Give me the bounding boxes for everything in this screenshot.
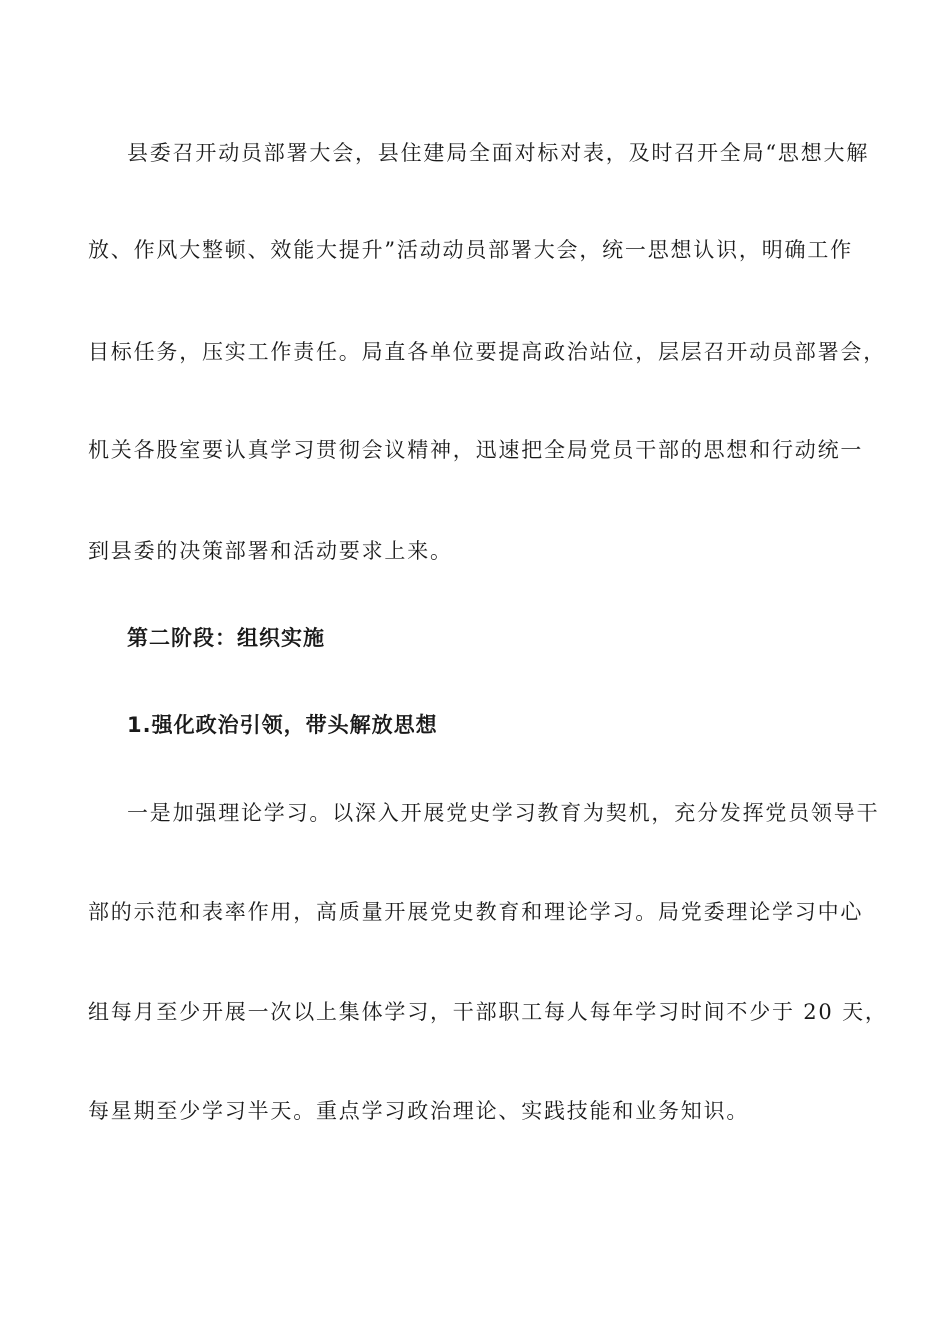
- paragraph-2-line-1: 一是加强理论学习。以深入开展党史学习教育为契机，充分发挥党员领导干: [127, 801, 880, 825]
- paragraph-1-line-4: 机关各股室要认真学习贯彻会议精神，迅速把全局党员干部的思想和行动统一: [88, 438, 864, 462]
- paragraph-1-line-3: 目标任务，压实工作责任。局直各单位要提高政治站位，层层召开动员部署会，: [88, 340, 886, 364]
- subheading: 1.强化政治引领，带头解放思想: [127, 713, 438, 737]
- section-heading: 第二阶段：组织实施: [127, 626, 325, 650]
- paragraph-2-line-4: 每星期至少学习半天。重点学习政治理论、实践技能和业务知识。: [88, 1099, 750, 1123]
- paragraph-1-line-1: 县委召开动员部署大会，县住建局全面对标对表，及时召开全局“思想大解: [127, 141, 870, 165]
- paragraph-2-line-2: 部的示范和表率作用，高质量开展党史教育和理论学习。局党委理论学习中心: [88, 900, 864, 924]
- paragraph-2-line-3: 组每月至少开展一次以上集体学习，干部职工每人每年学习时间不少于 20 天，: [88, 1000, 888, 1024]
- paragraph-1-line-5: 到县委的决策部署和活动要求上来。: [88, 539, 453, 563]
- paragraph-1-line-2: 放、作风大整顿、效能大提升”活动动员部署大会，统一思想认识，明确工作: [88, 238, 853, 262]
